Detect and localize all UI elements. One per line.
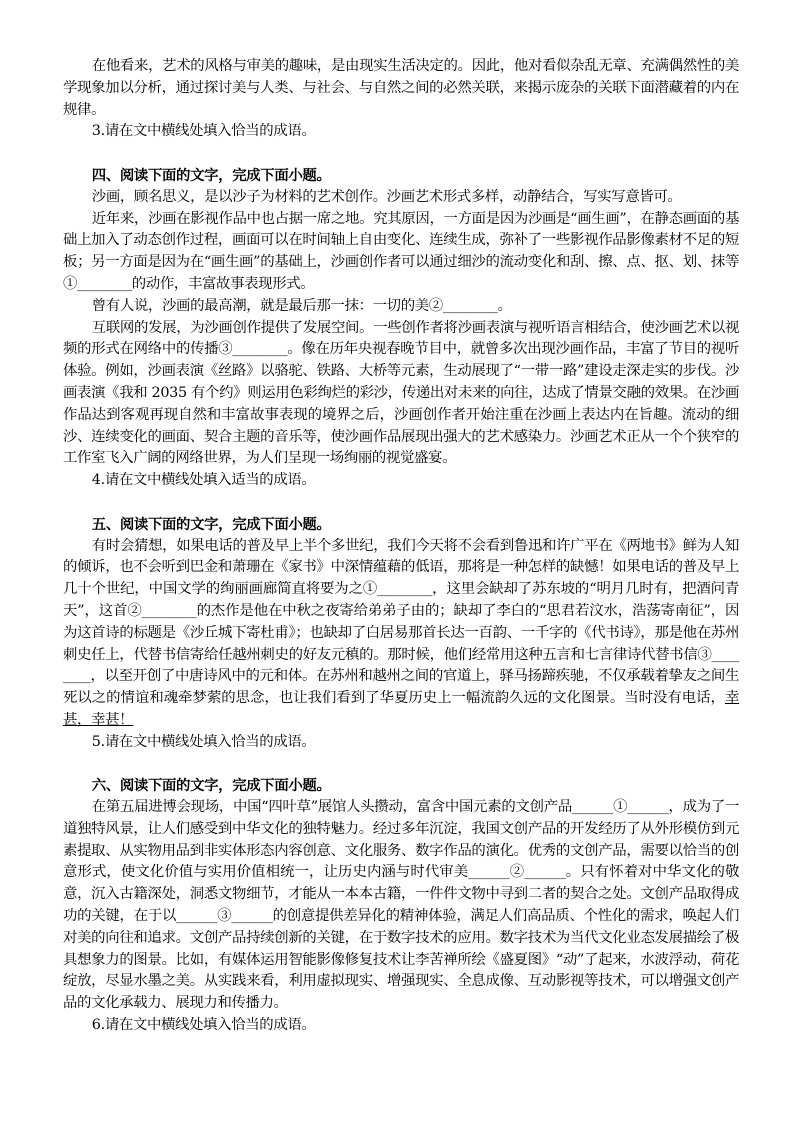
- passage-paragraph: 在他看来，艺术的风格与审美的趣味，是由现实生活决定的。因此，他对看似杂乱无章、充满偶然性的美学现象加以分析，通过探讨美与人类、与社会、与自然之间的必然关联，来揭示庞杂的关联下面潜藏着的内在规律。: [63, 58, 739, 118]
- passage-paragraph: 近年来，沙画在影视作品中也占据一席之地。究其原因，一方面是因为沙画是“画生画”，在静态画面的基础上加入了动态创作过程，画面可以在时间轴上自由变化、连续生成，弥补了一些影视作品影像素材不足的短板；另一方面是因为在“画生画”的基础上，沙画创作者可以通过细沙的流动变化和刮、擦、点、抠、划、抹等①________的动作，丰富故事表现形式。: [63, 210, 739, 292]
- passage-paragraph: 沙画，顾名思义，是以沙子为材料的艺术创作。沙画艺术形式多样，动静结合，写实写意皆可。: [91, 188, 682, 205]
- spacer: [63, 754, 739, 776]
- passage-text: 有时会猜想，如果电话的普及早上半个多世纪，我们今天将不会看到鲁迅和许广平在《两地书》鲜为人知的倾诉，也不会听到巴金和萧珊在《家书》中深情蕴藉的低语，那将是一种怎样的缺憾！如果电话的普及早上几十个世纪，中国文学的绚丽画廊简直将要为之①________，这里会缺却了苏东坡的“明月几时有，把酒问青天”，这首②________的杰作是他在中秋之夜寄给弟弟子由的；缺却了李白的“思君若汶水，浩荡寄南征”，因为这首诗的标题是《沙丘城下寄杜甫》；也缺却了白居易那首长达一百韵、一千字的《代书诗》，那是他在苏州刺史任上，代替书信寄给任越州刺史的好友元稹的。那时候，他们经常用这种五言和七言律诗代替书信③________，以至开创了中唐诗风中的元和体。在苏州和越州之间的官道上，驿马扬蹄疾驰，不仅承载着挚友之间生死以之的情谊和魂牵梦萦的思念，也让我们看到了华夏历史上一幅流韵久远的文化图景。当时没有电话，: [63, 537, 739, 707]
- spacer: [63, 143, 739, 165]
- section-heading-4: 四、阅读下面的文字，完成下面小题。: [91, 166, 331, 184]
- section-heading-6: 六、阅读下面的文字，完成下面小题。: [91, 777, 331, 795]
- question-5: 5.请在文中横线处填入恰当的成语。: [91, 733, 316, 750]
- passage-paragraph: [63, 536, 739, 732]
- document-page: [63, 56, 739, 1037]
- passage-paragraph: 在第五届进博会现场，中国“四叶草”展馆人头攒动，富含中国元素的文创产品______①______，成为了一道独特风景，让人们感受到中华文化的独特魅力。经过多年沉淀，我国文创产品的开发经历了从外形模仿到元素提取、从实物用品到非实体形态内容创意、文化服务、数字作品的演化。优秀的文创产品，需要以恰当的创意形式，使文化价值与实用价值相统一，让历史内涵与时代审美______②______。只有怀着对中华文化的敬意，沉入古籍深处，洞悉文物细节，才能从一本本古籍，一件件文物中寻到二者的契合之处。文创产品取得成功的关键，在于以______③______的创意提供差异化的精神体验，满足人们高品质、个性化的需求，唤起人们对美的向往和追求。文创产品持续创新的关键，在于数字技术的应用。数字技术为当代文化业态发展描绘了极具想象力的图景。比如，有媒体运用智能影像修复技术让李苦禅所绘《盛夏图》“动”了起来，水波浮动，荷花绽放，尽显水墨之美。从实践来看，利用虚拟现实、增强现实、全息成像、互动影视等技术，可以增强文创产品的文化承载力、展现力和传播力。: [63, 799, 739, 1012]
- section-heading-5: 五、阅读下面的文字，完成下面小题。: [91, 515, 331, 533]
- spacer: [63, 492, 739, 514]
- passage-paragraph: 曾有人说，沙画的最高潮，就是最后那一抹：一切的美②________。: [91, 297, 512, 314]
- underlined-text: 幸甚，幸甚！: [63, 690, 739, 728]
- question-6: 6.请在文中横线处填入恰当的成语。: [91, 1017, 316, 1034]
- passage-paragraph: 互联网的发展，为沙画创作提供了发展空间。一些创作者将沙画表演与视听语言相结合，使沙画艺术以视频的形式在网络中的传播③________。像在历年央视春晚节目中，就曾多次出现沙画作品，丰富了节目的视听体验。例如，沙画表演《丝路》以骆驼、铁路、大桥等元素，生动展现了“一带一路”建设走深走实的步伐。沙画表演《我和 2035 有个约》则运用色彩绚烂的彩沙，传递出对未来的向往，达成了情景交融的效果。在沙画作品达到客观再现自然和丰富故事表现的境界之后，沙画创作者开始注重在沙画上表达内在旨趣。流动的细沙、连续变化的画面、契合主题的音乐等，使沙画作品展现出强大的艺术感染力。沙画艺术正从一个个狭窄的工作室飞入广阔的网络世界，为人们呈现一场绚丽的视觉盛宴。: [63, 319, 739, 467]
- question-4: 4.请在文中横线处填入适当的成语。: [91, 472, 316, 489]
- question-3: 3.请在文中横线处填入恰当的成语。: [91, 123, 316, 140]
